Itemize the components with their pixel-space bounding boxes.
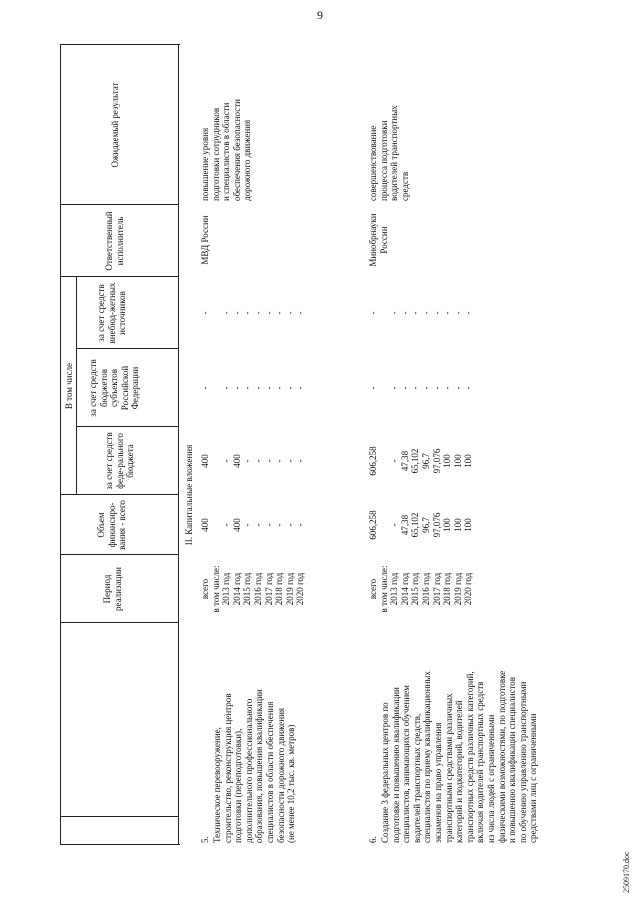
col-sep-4 [60,494,178,495]
section-title: II. Капитальные вложения [184,444,194,546]
row-5-description: Техническое перевооружение, строительство, реконструкция центров подготовки (переподготовки), дополнительного профессионального образования, повышения квалификации специалистов в области обеспечения безопасности дорожного движения (не менее 10,2 тыс. кв. метров) [212,689,297,843]
col-sep-6 [76,348,178,349]
row-5-federal: 400 - 400 - - - - - - [200,454,306,468]
col-sep-5 [76,426,178,427]
row-5-periods: всего в том числе: 2013 год 2014 год 2015 год 2016 год 2017 год 2018 год 2019 год 2020 год [200,565,306,613]
row-6-description: Создание 3 федеральных центров по подготовке и повышению квалификации специалистов, занимающихся обучением водителей транспортных средств, специалистов по приему квалификационных экзаменов на право управления транспортными средствами различных категорий и подкатегорий, водителей транспортных средств различных категорий, включая водителей транспортных средств из числа людей с ограниченными физическими возможностями, по подготовке и повышению квалификации специалистов по обучению управлению транспортными средствами лиц с ограниченными [380,670,539,843]
header-result: Ожидаемый результат [110,82,120,168]
table-right-border [60,44,180,45]
row-5-number: 5. [200,836,210,843]
row-5-extrabudget: - - - - - - - - - [200,311,306,315]
header-responsible: Ответственный исполнитель [104,211,125,271]
header-period: Период реализации [102,567,123,611]
row-6-responsible: Минобрнауки России [368,213,389,267]
header-bottom-border [178,45,179,845]
header-extrabudget: за счет средств внебюд-жетных источников [96,282,128,344]
col-sep-1 [60,816,178,817]
page-number: 9 [317,8,323,22]
rotated-table [60,45,580,845]
row-6-periods: всего в том числе: 2013 год 2014 год 2015 год 2016 год 2017 год 2018 год 2019 год 2020 год [368,565,474,613]
row-5-responsible: МВД России [200,215,210,265]
row-6-regional: - - - - - - - - - [368,386,474,390]
table-top-border [60,45,61,845]
header-volume: Объем финансиро-вания - всего [96,500,128,550]
header-regional: за счет средств бюджетов субъектов Российской Федерации [88,359,141,417]
row-6-federal: 606,258 - 47,38 65,102 96,7 97,076 100 100 100 [368,446,474,476]
col-sep-8 [60,204,178,205]
row-5-result: повышение уровня подготовки сотрудников и специалистов в области обеспечения безопасности дорожного движения [200,99,253,201]
row-6-number: 6. [368,836,378,843]
table-left-border [60,844,180,845]
col-sep-7 [60,276,178,277]
row-5-regional: - - - - - - - - - [200,386,306,390]
row-5-volume: 400 - 400 - - - - - - [200,518,306,532]
row-6-volume: 606,258 - 47,38 65,102 96,7 97,076 100 100 100 [368,510,474,540]
subheader-line [76,277,77,495]
row-6-result: совершенствование процесса подготовки водителей транспортных средств [368,105,410,201]
row-6-extrabudget: - - - - - - - - - [368,311,474,315]
header-in-that: В том числе [64,362,74,410]
header-federal: за счет средств феде-рального бюджета [104,432,136,490]
footer-filename: 2509170.doc [622,851,631,893]
